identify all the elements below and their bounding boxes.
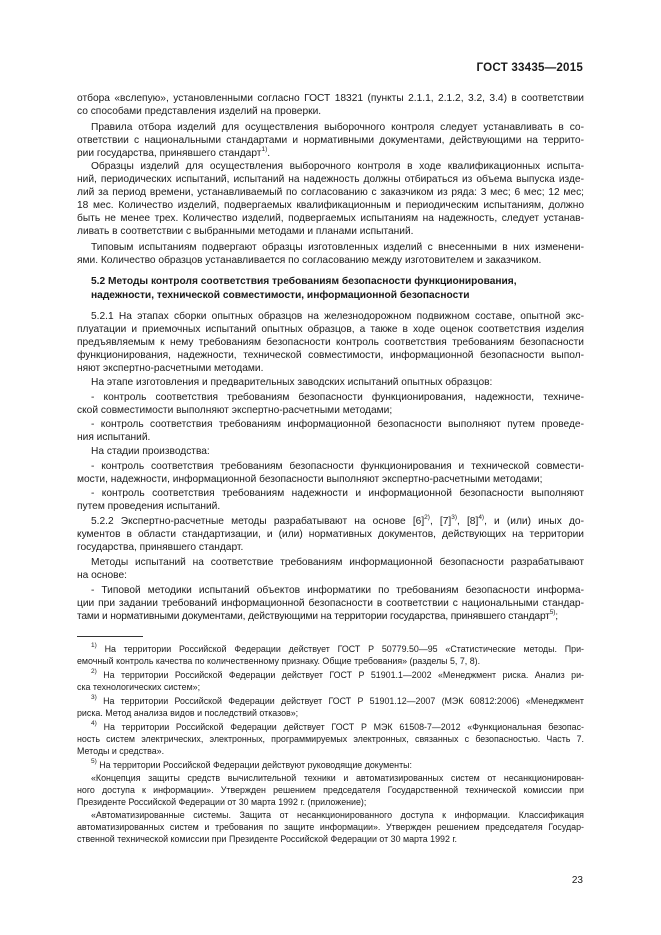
body-line: 18 мес. Количество изделий, подвергаемых квалификационным и периодическим испытаниям, должно <box>77 200 584 211</box>
body-line: со способами представления изделий на проверки. <box>77 106 322 117</box>
list-item-cont: ции при задании требований информационной безопасности в соответствии с национальными стандар- <box>77 598 584 609</box>
body-line: 5.2.2 Экспертно-расчетные методы разрабатывают на основе $[6]^{2)}$, $[7]^{3)}$, $[8]^{4)}$, и (или) иных до- <box>91 513 584 527</box>
body-line: На стадии производства: <box>91 446 210 457</box>
body-line: лий за период времени, устанавливаемый по согласованию с заказчиком из ряда: 3 мес; 6 мес; 12 мес; <box>77 187 584 198</box>
body-line: ответствии с национальными стандартами и нормативными документами, действующими на террито- <box>77 135 584 146</box>
body-line: 5.2.1 На этапах сборки опытных образцов на железнодорожном подвижном составе, опытной экс- <box>91 311 584 322</box>
footnote-ref: 5) <box>549 608 556 616</box>
footnote: $^{4)}$ На территории Российской Федерации действует ГОСТ Р МЭК 61508-7—2012 «Функциональная безопас- <box>91 720 585 732</box>
list-item-cont: тами и нормативными документами, действующими на территории государства, принявшего стандарт$^{5)}$; <box>77 608 558 622</box>
footnote-separator <box>77 636 143 637</box>
section-heading: 5.2 Методы контроля соответствия требованиям безопасности функционирования, <box>91 276 517 287</box>
body-line: Типовым испытаниям подвергают образцы изготовленных изделий с внесенными в них изменени- <box>91 242 584 253</box>
footnote-marker: 1) <box>91 642 97 650</box>
list-item-cont: путем проведения испытаний. <box>77 501 221 512</box>
footnote-ref: 3) <box>451 513 458 521</box>
footnote-cont: «Концепция защиты средств вычислительной техники и автоматизированных систем от несанкционирован- <box>91 773 584 783</box>
body-line: быть не менее трех. Количество изделий, подвергаемых испытаниям на надежность, следует устанав- <box>77 213 584 224</box>
body-line: рии государства, принявшего стандарт$^{1)}$. <box>77 145 271 159</box>
footnote-cont: «Автоматизированные системы. Защита от несанкционированного доступа к информации. Классификация <box>91 810 584 820</box>
list-item-cont: мости, надежности, информационной безопасности выполняют экспертно-расчетными методами; <box>77 474 543 485</box>
footnote-marker: 4) <box>91 720 97 728</box>
footnote: $^{3)}$ На территории Российской Федерации действует ГОСТ Р 51901.12—2007 (МЭК 60812:2006) «Менеджмент <box>91 694 585 706</box>
list-item: - Типовой методики испытаний объектов информатики по требованиям безопасности информа- <box>91 585 584 596</box>
body-line: кументов в области стандартизации, и (или) нормативных документов, действующих на территории <box>77 529 584 540</box>
footnote-ref: 4) <box>478 513 485 521</box>
body-line: функционирования, надежности, технической совместимости, информационной безопасности выпол- <box>77 350 584 361</box>
list-item: - контроль соответствия требованиям надежности и информационной безопасности выполняют <box>91 488 584 499</box>
footnote-marker: 5) <box>91 758 97 766</box>
footnote-cont: ственной технической комиссии при Президенте Российской Федерации от 30 марта 1992 г. <box>77 834 457 844</box>
footnote-cont: риска. Метод анализа видов и последствий отказов»; <box>77 708 299 718</box>
footnote: $^{5)}$ На территории Российской Федерации действуют руководящие документы: <box>91 758 412 770</box>
body-line: ний, периодических испытаний, испытаний на надежность должны отбираться из объема выпуска изде- <box>77 174 584 185</box>
footnote-cont: Президенте Российской Федерации от 30 марта 1992 г. (приложение); <box>77 797 367 807</box>
body-line: Методы испытаний на соответствие требованиям информационной безопасности разрабатывают <box>91 557 584 568</box>
body-line: плуатации и приемочных испытаний опытных образцов, а также в ходе оценок соответствия изделия <box>77 324 584 335</box>
body-line: предъявляемым к нему требованиям безопасности контроль соответствия требованиям безопасности <box>77 337 584 348</box>
page-number: 23 <box>571 875 583 886</box>
body-line: отбора «вслепую», установленными согласно ГОСТ 18321 (пункты 2.1.1, 2.1.2, 3.2, 3.4) в соответствии <box>77 93 584 104</box>
footnote-ref: 2) <box>424 513 430 521</box>
footnote-cont: ность систем электрических, электронных, программируемых электронных, связанных с безопасностью. Часть 7. <box>77 734 584 744</box>
footnote-cont: Методы и средства». <box>77 746 165 756</box>
body-line: на основе: <box>77 570 127 581</box>
body-line: Правила отбора изделий для осуществления выборочного контроля следует устанавливать в со- <box>91 122 584 133</box>
list-item-cont: ской совместимости выполняют экспертно-расчетными методами; <box>77 405 393 416</box>
footnote: $^{1)}$ На территории Российской Федерации действует ГОСТ Р 50779.50—95 «Статистические методы. При- <box>91 642 584 654</box>
list-item: - контроль соответствия требованиям безопасности функционирования и технической совмести- <box>91 461 584 472</box>
footnote-cont: ного доступа к информации». Утвержден решением председателя Государственной технической комиссии при <box>77 785 584 795</box>
list-item: - контроль соответствия требованиям информационной безопасности выполняют путем проведе- <box>91 419 584 430</box>
footnote-marker: 3) <box>91 694 97 702</box>
list-item-cont: ния испытаний. <box>77 432 151 443</box>
standard-header: ГОСТ 33435—2015 <box>476 61 583 74</box>
footnote: $^{2)}$ На территории Российской Федерации действует ГОСТ Р 51901.1—2002 «Менеджмент риска. Анализ ри- <box>91 668 584 680</box>
footnote-cont: автоматизированных систем и требования по защите информации». Утвержден решением председателя Государ- <box>77 822 584 832</box>
footnote-marker: 2) <box>91 668 97 676</box>
body-line: На этапе изготовления и предварительных заводских испытаний опытных образцов: <box>91 377 493 388</box>
footnote-cont: ска технологических систем»; <box>77 682 201 692</box>
list-item: - контроль соответствия требованиям безопасности функционирования, надежности, техниче- <box>91 392 584 403</box>
footnote-cont: емочный контроль качества по количественному признаку. Общие требования» (разделы 5, 7, 8). <box>77 656 481 666</box>
footnote-ref: 1) <box>261 145 268 153</box>
body-line: няют экспертно-расчетными методами. <box>77 363 264 374</box>
section-heading: надежности, технической совместимости, информационной безопасности <box>91 290 470 301</box>
body-line: ями. Количество образцов устанавливается по согласованию между изготовителем и заказчиком. <box>77 255 542 266</box>
body-line: Образцы изделий для осуществления выборочного контроля в ходе квалификационных испыта- <box>91 161 584 172</box>
body-line: государства, принявшего стандарт. <box>77 542 244 553</box>
body-line: ливать в соответствии с выбранными методами и планами испытаний. <box>77 226 414 237</box>
